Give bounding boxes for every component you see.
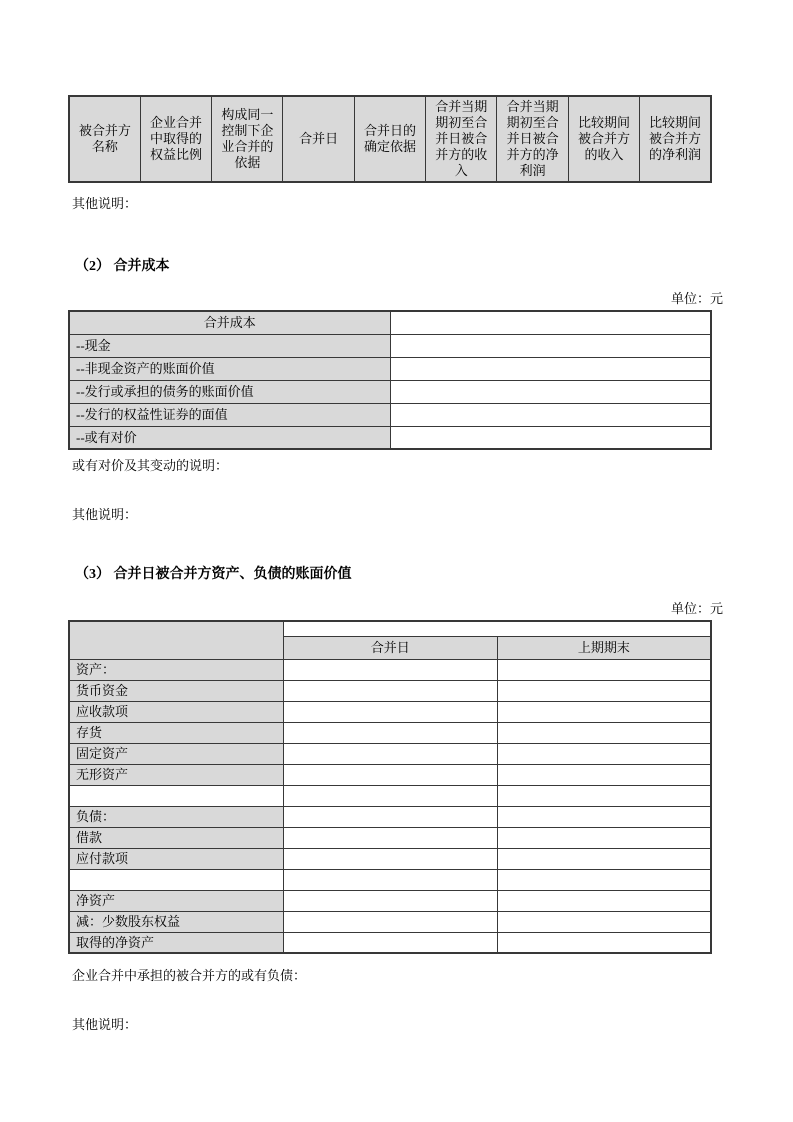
unit-label-section-2: 单位：元 [670,291,723,306]
merge-cost-table [68,310,712,450]
row-label-net-assets-acquired: 取得的净资产 [69,932,283,953]
row-label-liabilities: 负债： [69,806,283,827]
value-cell [497,659,711,680]
value-cell [497,806,711,827]
table-row [69,701,711,722]
value-cell [283,911,497,932]
row-label-less-minority-interest: 减：少数股东权益 [69,911,283,932]
value-cell [390,334,711,357]
row-label-payables: 应付款项 [69,848,283,869]
other-notes-label-2: 其他说明： [72,507,138,522]
value-cell [497,680,711,701]
table-row [69,890,711,911]
row-label-inventory: 存货 [69,722,283,743]
value-cell [497,869,711,890]
row-label-debt-book-value: --发行或承担的债务的账面价值 [69,380,390,403]
table-row-separator [69,785,711,806]
row-label-monetary-funds: 货币资金 [69,680,283,701]
value-cell [283,680,497,701]
col-header-comparative-net-profit: 比较期间被合并方的净利润 [640,96,711,182]
table-row [69,311,711,334]
table-row [69,848,711,869]
col-header-merged-party-name: 被合并方名称 [69,96,140,182]
table-row [69,334,711,357]
row-label-net-assets: 净资产 [69,890,283,911]
merged-party-info-table [68,95,712,183]
value-cell [497,722,711,743]
value-cell [283,764,497,785]
unit-label-section-3: 单位：元 [670,601,723,616]
value-cell [283,701,497,722]
table-row-separator [69,869,711,890]
other-notes-label-3: 其他说明： [72,1017,138,1032]
row-label-contingent-consideration: --或有对价 [69,426,390,449]
col-header-same-control-basis: 构成同一控制下企业合并的依据 [212,96,283,182]
value-cell [497,848,711,869]
section-2-heading: （2） 合并成本 [75,259,170,274]
value-cell [283,869,497,890]
value-cell [497,827,711,848]
table-row [69,932,711,953]
value-cell [283,743,497,764]
table-header-row [69,96,711,182]
value-cell [497,701,711,722]
value-cell [497,743,711,764]
table-row [69,911,711,932]
col-header-comparative-income: 比较期间被合并方的收入 [568,96,639,182]
value-cell [497,911,711,932]
value-cell [390,426,711,449]
table-row [69,827,711,848]
table-row [69,806,711,827]
col-header-net-profit-to-merge-date: 合并当期期初至合并日被合并方的净利润 [497,96,568,182]
corner-header-cell [69,621,283,659]
value-cell [283,722,497,743]
row-label-noncash-book-value: --非现金资产的账面价值 [69,357,390,380]
row-label-cash: --现金 [69,334,390,357]
row-label-assets: 资产： [69,659,283,680]
value-cell [283,785,497,806]
row-label-intangible-assets: 无形资产 [69,764,283,785]
other-notes-label-1: 其他说明： [72,196,138,211]
row-label-borrowings: 借款 [69,827,283,848]
col-header-prior-period-end: 上期期末 [497,636,711,659]
table-row [69,722,711,743]
table-row [69,764,711,785]
value-cell [390,380,711,403]
table-row [69,426,711,449]
value-cell [283,848,497,869]
table-header-row-top [69,621,711,636]
col-header-equity-ratio: 企业合并中取得的权益比例 [140,96,211,182]
value-cell [497,764,711,785]
row-label-equity-securities-face-value: --发行的权益性证券的面值 [69,403,390,426]
book-value-table [68,620,712,954]
col-header-income-to-merge-date: 合并当期期初至合并日被合并方的收入 [426,96,497,182]
value-cell [283,827,497,848]
value-cell [390,357,711,380]
value-cell [283,659,497,680]
contingent-liabilities-note-label: 企业合并中承担的被合并方的或有负债： [72,968,307,983]
table-row [69,743,711,764]
value-cell [390,311,711,334]
section-3-heading: （3） 合并日被合并方资产、负债的账面价值 [75,567,352,582]
value-cell [283,806,497,827]
table-row [69,403,711,426]
table-row [69,357,711,380]
col-header-merge-date-basis: 合并日的确定依据 [354,96,425,182]
col-header-merge-date: 合并日 [283,636,497,659]
row-label-fixed-assets: 固定资产 [69,743,283,764]
table-row [69,659,711,680]
spanner-header-cell [283,621,711,636]
merge-cost-header-cell: 合并成本 [69,311,390,334]
value-cell [497,932,711,953]
empty-label-cell [69,785,283,806]
value-cell [497,890,711,911]
col-header-merge-date: 合并日 [283,96,354,182]
value-cell [390,403,711,426]
value-cell [283,932,497,953]
row-label-receivables: 应收款项 [69,701,283,722]
table-row [69,680,711,701]
value-cell [283,890,497,911]
value-cell [497,785,711,806]
empty-label-cell [69,869,283,890]
contingent-consideration-note-label: 或有对价及其变动的说明： [72,458,229,473]
table-row [69,380,711,403]
